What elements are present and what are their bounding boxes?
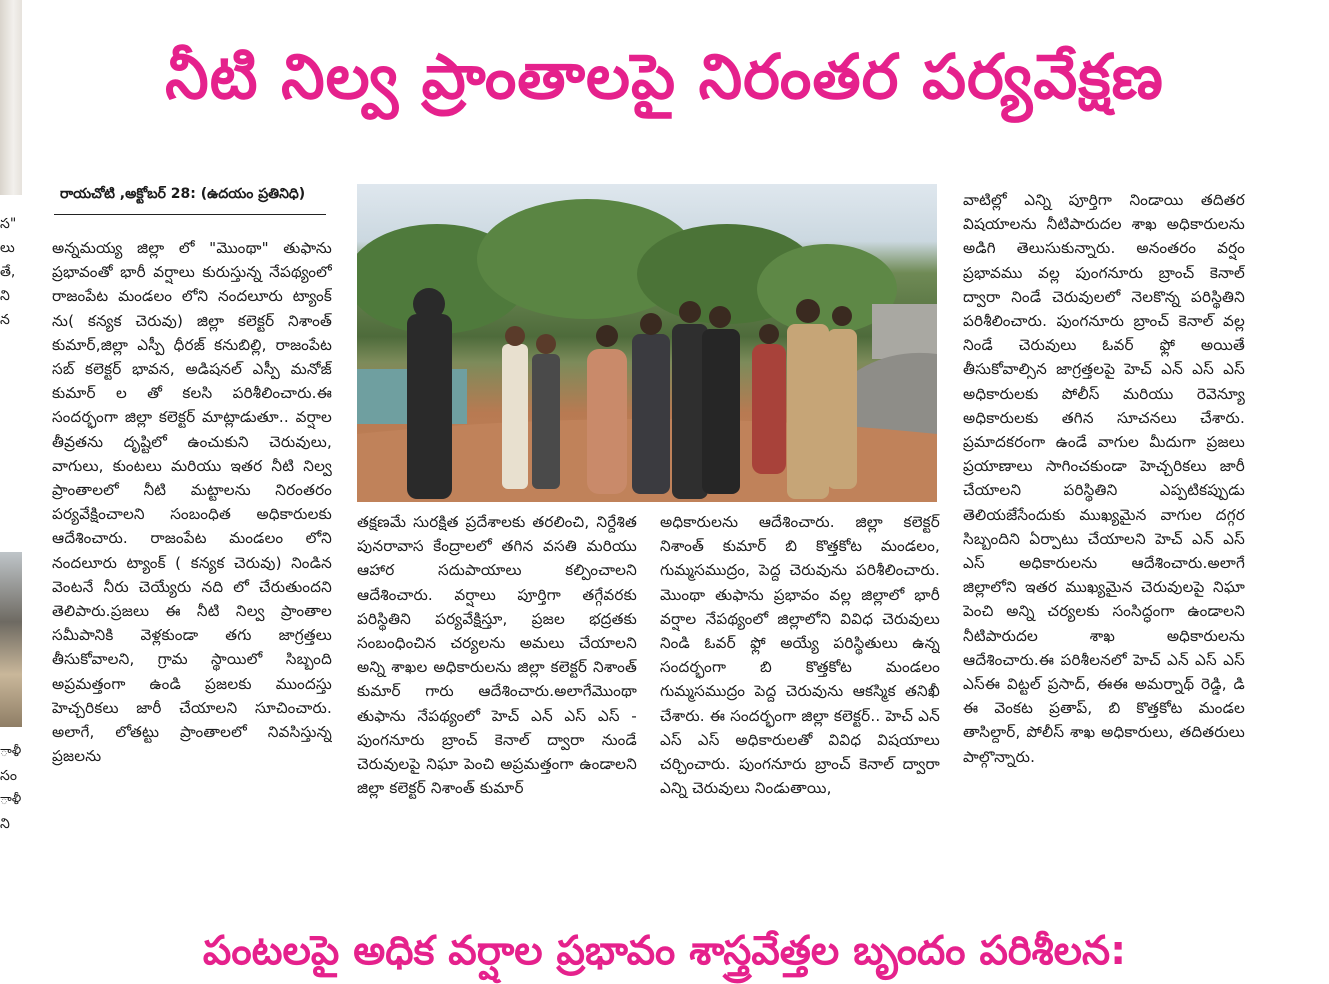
dateline-divider bbox=[54, 214, 326, 215]
article-column-3: అధికారులను ఆదేశించారు. జిల్లా కలెక్టర్ నిశాంత్ కుమార్ బి కొత్తకోట మండలం, గుమ్మసముద్రం, పెద్ద చెరువును పరిశీలించారు. మొంథా తుఫాను ప్రభావం వల్ల జిల్లాలో భారీ వర్షాల నేపథ్యంలో జిల్లాలోని వివిధ చెరువులు నిండి ఓవర్ ఫ్లో అయ్యే పరిస్థితులు ఉన్న సందర్భంగా బి కొత్తకోట మండలం గుమ్మసముద్రం పెద్ద చెరువును ఆకస్మిక తనిఖీ చేశారు. ఈ సందర్భంగా జిల్లా కలెక్టర్.. హెచ్ ఎన్ ఎస్ ఎస్ అధికారులతో వివిధ విషయాలు చర్చించారు. పుంగనూరు బ్రాంచ్ కెనాల్ ద్వారా ఎన్ని చెరువులు నిండుతాయి, bbox=[660, 513, 940, 798]
article-column-4: వాటిల్లో ఎన్ని పూర్తిగా నిండాయి తదితర విషయాలను నీటిపారుదల శాఖ అధికారులను అడిగి తెలుసుకున్నారు. అనంతరం వర్షం ప్రభావము వల్ల పుంగనూరు బ్రాంచ్ కెనాల్ ద్వారా నిండే చెరువులలో నెలకొన్న పరిస్థితిని పరిశీలించారు. పుంగనూరు బ్రాంచ్ కెనాల్ వల్ల నిండే చెరువులు ఓవర్ ఫ్లో అయితే తీసుకోవాల్సిన జాగ్రత్తలపై హెచ్ ఎన్ ఎస్ ఎస్ అధికారులకు పోలీస్ మరియు రెవెన్యూ అధికారులకు తగిన సూచనలు చేశారు. ప్రమాదకరంగా ఉండే వాగుల మీదుగా ప్రజలు ప్రయాణాలు సాగించకుండా హెచ్చరికలు జారీ చేయాలని పరిస్థితిని ఎప్పటికప్పుడు తెలియజేసేందుకు ముఖ్యమైన వాగుల దగ్గర సిబ్బందిని ఏర్పాటు చేయాలని హెచ్ ఎన్ ఎస్ ఎస్ అధికారులను ఆదేశించారు.అలాగే జిల్లాలోని ఇతర ముఖ్యమైన చెరువులపై నిఘా పెంచి అన్ని చర్యలకు సంసిద్ధంగా ఉండాలని నీటిపారుదల శాఖ అధికారులను ఆదేశించారు.ఈ పరిశీలనలో హెచ్ ఎన్ ఎస్ ఎస్ ఎస్ఈ విట్టల్ ప్రసాద్, ఈఈ అమర్నాథ్ రెడ్డి, డి ఈ వెంకట ప్రతాప్, బి కొత్తకోట మండల తాసిల్దార్, పోలీస్ శాఖ అధికారులు, తదితరులు పాల్గొన్నారు. bbox=[963, 191, 1245, 766]
next-article-headline: పంటలపై అధిక వర్షాల ప్రభావం శాస్త్రవేత్తల బృందం పరిశీలన: bbox=[202, 928, 1127, 974]
adjacent-photo-fragment-2 bbox=[0, 552, 22, 727]
adjacent-text-fragment-bottom: ాళీ సం ాళీ ని bbox=[0, 744, 22, 832]
news-photo bbox=[357, 184, 937, 502]
article-column-2: తక్షణమే సురక్షిత ప్రదేశాలకు తరలించి, నిర్దేశిత పునరావాస కేంద్రాలలో తగిన వసతి మరియు ఆహార సదుపాయాలు కల్పించాలని ఆదేశించారు. వర్షాలు పూర్తిగా తగ్గేవరకు పరిస్థితిని పర్యవేక్షిస్తూ, ప్రజల భద్రతకు సంబంధించిన చర్యలను అమలు చేయాలని అన్ని శాఖల అధికారులను జిల్లా కలెక్టర్ నిశాంత్ కుమార్ గారు ఆదేశించారు.అలాగేమొంథా తుఫాను నేపథ్యంలో హెచ్ ఎన్ ఎస్ ఎస్ - పుంగనూరు బ్రాంచ్ కెనాల్ ద్వారా నుండే చెరువులపై నిఘా పెంచి అప్రమత్తంగా ఉండాలని జిల్లా కలెక్టర్ నిశాంత్ కుమార్ bbox=[357, 513, 637, 798]
adjacent-text-fragment-top: స" లు తే, ని న bbox=[0, 216, 17, 328]
photo-illustration bbox=[357, 184, 937, 502]
dateline: రాయచోటి ,అక్టోబర్ 28: (ఉదయం ప్రతినిధి) bbox=[60, 186, 306, 202]
article-column-1: అన్నమయ్య జిల్లా లో "మొంథా" తుఫాను ప్రభావంతో భారీ వర్షాలు కురుస్తున్న నేపథ్యంలో రాజంపేట మండలం లోని నందలూరు ట్యాంక్ ను( కన్యక చెరువు) జిల్లా కలెక్టర్ నిశాంత్ కుమార్,జిల్లా ఎస్పీ ధీరజ్ కనుబిల్లి, రాజంపేట సబ్ కలెక్టర్ భావన, అడిషనల్ ఎస్పీ మనోజ్ కుమార్ ల తో కలసి పరిశీలించారు.ఈ సందర్భంగా జిల్లా కలెక్టర్ మాట్లాడుతూ.. వర్షాల తీవ్రతను దృష్టిలో ఉంచుకుని చెరువులు, వాగులు, కుంటలు మరియు ఇతర నీటి నిల్వ ప్రాంతాలలో నీటి మట్టాలను నిరంతరం పర్యవేక్షించాలని సంబంధిత అధికారులకు ఆదేశించారు. రాజంపేట మండలం లోని నందలూరు ట్యాంక్ ( కన్యక చెరువు) నిండిన వెంటనే నీరు చెయ్యేరు నది లో చేరుతుందని తెలిపారు.ప్రజలు ఈ నీటి నిల్వ ప్రాంతాల సమీపానికి వెళ్లకుండా తగు జాగ్రత్తలు తీసుకోవాలని, గ్రామ స్థాయిలో సిబ్బంది అప్రమత్తంగా ఉండి ప్రజలకు ముందస్తు హెచ్చరికలు జారీ చేయాలని సూచించారు. అలాగే, లోతట్టు ప్రాంతాలలో నివసిస్తున్న ప్రజలను bbox=[52, 239, 332, 766]
article-headline: నీటి నిల్వ ప్రాంతాలపై నిరంతర పర్యవేక్షణ bbox=[165, 40, 1164, 113]
